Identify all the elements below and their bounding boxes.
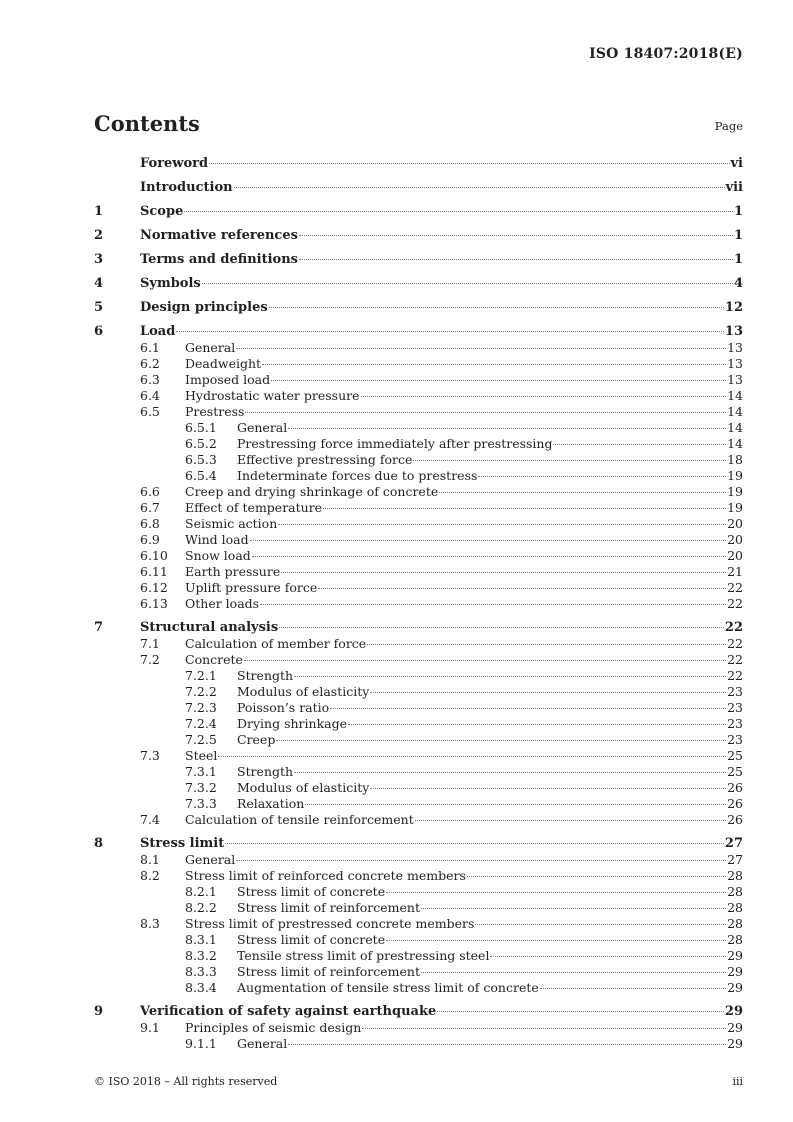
toc-entry[interactable] [94,532,743,548]
toc-entry-title: General [237,420,288,435]
toc-entry[interactable] [94,620,743,636]
dot-leader [348,724,726,725]
toc-entry[interactable] [94,356,743,372]
toc-entry-title: Design principles [140,300,268,315]
toc-entry-page: 28 [727,868,743,883]
toc-entry-title: Imposed load [185,372,271,387]
toc-entry[interactable] [94,716,743,732]
toc-entry-page: 14 [727,420,743,435]
dot-leader [176,331,724,332]
toc-entry-number: 6.8 [140,516,160,531]
toc-entry-page: 29 [724,1004,743,1019]
toc-entry-page: 22 [727,580,743,595]
dot-leader [439,492,726,493]
toc-entry-title: Strength [237,668,294,683]
toc-entry[interactable] [94,636,743,652]
toc-entry[interactable] [94,1036,743,1052]
toc-entry-number: 6.5.1 [185,420,217,435]
dot-leader [467,876,726,877]
dot-leader [262,364,726,365]
toc-entry-title: Calculation of member force [185,636,367,651]
dot-leader [367,644,726,645]
toc-entry[interactable] [94,228,743,244]
dot-leader [437,1011,724,1012]
toc-entry-number: 6.7 [140,500,160,515]
dot-leader [234,187,725,188]
toc-entry-page: 25 [727,748,743,763]
toc-entry-number: 9.1 [140,1020,160,1035]
toc-entry-title: Structural analysis [140,620,279,635]
toc-entry-page: 12 [724,300,743,315]
toc-entry[interactable] [94,500,743,516]
dot-leader [276,740,726,741]
toc-entry-page: 21 [727,564,743,579]
toc-entry-page: 14 [727,436,743,451]
dot-leader [415,820,726,821]
toc-entry[interactable] [94,884,743,900]
toc-entry-title: Stress limit of reinforcement [237,900,421,915]
toc-entry-page: 18 [727,452,743,467]
toc-entry-number: 1 [94,204,104,219]
toc-entry-title: Principles of seismic design [185,1020,362,1035]
dot-leader [225,843,724,844]
dot-leader [299,235,733,236]
toc-entry-number: 6.11 [140,564,168,579]
toc-entry[interactable] [94,780,743,796]
dot-leader [184,211,733,212]
toc-entry-page: 23 [727,716,743,731]
toc-entry-page: 26 [727,796,743,811]
toc-entry-number: 6.2 [140,356,160,371]
dot-leader [386,892,726,893]
toc-entry-title: Load [140,324,176,339]
toc-entry-number: 6.4 [140,388,160,403]
toc-entry-number: 6.12 [140,580,168,595]
toc-entry-page: 19 [727,500,743,515]
toc-entry-title: Stress limit of concrete [237,884,386,899]
dot-leader [279,627,724,628]
toc-entry-title: Deadweight [185,356,262,371]
dot-leader [323,508,726,509]
toc-entry-title: Indeterminate forces due to prestress [237,468,478,483]
toc-entry-title: Modulus of elasticity [237,684,370,699]
dot-leader [288,428,726,429]
toc-entry-page: 14 [727,404,743,419]
toc-entry-page: 13 [727,372,743,387]
toc-entry-page: 22 [724,620,743,635]
toc-entry-title: Prestress [185,404,245,419]
toc-entry[interactable] [94,764,743,780]
toc-entry-page: 29 [727,1020,743,1035]
toc-entry-title: Tensile stress limit of prestressing steel [237,948,490,963]
toc-entry-number: 8.3.3 [185,964,217,979]
toc-entry-page: 27 [724,836,743,851]
toc-entry-number: 6.10 [140,548,168,563]
toc-entry[interactable] [94,580,743,596]
toc-entry-page: 4 [733,276,743,291]
toc-entry-number: 6.6 [140,484,160,499]
toc-entry-title: Stress limit of concrete [237,932,386,947]
toc-entry[interactable] [94,516,743,532]
toc-entry-page: 23 [727,732,743,747]
toc-entry-page: 23 [727,700,743,715]
toc-entry-page: 29 [727,948,743,963]
dot-leader [250,540,726,541]
toc-entry-title: Effective prestressing force [237,452,413,467]
dot-leader [421,972,726,973]
toc-entry[interactable] [94,700,743,716]
toc-entry-page: 28 [727,884,743,899]
toc-entry[interactable] [94,372,743,388]
toc-entry[interactable] [94,748,743,764]
toc-entry-number: 7.3.3 [185,796,217,811]
toc-entry-page: 20 [727,516,743,531]
toc-entry-title: Strength [237,764,294,779]
toc-entry-page: 22 [727,596,743,611]
dot-leader [490,956,726,957]
toc-entry-number: 6.5 [140,404,160,419]
toc-entry-title: Prestressing force immediately after prestressing [237,436,553,451]
toc-entry-number: 8.2.2 [185,900,217,915]
toc-entry-number: 7.2.3 [185,700,217,715]
toc-entry[interactable] [94,420,743,436]
toc-entry-page: 19 [727,468,743,483]
toc-entry[interactable] [94,548,743,564]
dot-leader [478,476,726,477]
page-number: iii [732,1075,743,1088]
dot-leader [318,588,726,589]
toc-entry-number: 8.2.1 [185,884,217,899]
dot-leader [386,940,726,941]
toc-entry[interactable] [94,404,743,420]
dot-leader [540,988,726,989]
toc-entry-number: 7.3 [140,748,160,763]
toc-entry-number: 8.2 [140,868,160,883]
toc-entry-number: 7.2.4 [185,716,217,731]
dot-leader [294,772,726,773]
dot-leader [475,924,726,925]
toc-entry-title: Introduction [140,180,233,195]
toc-entry-number: 6.13 [140,596,168,611]
toc-entry-page: 22 [727,636,743,651]
toc-entry[interactable] [94,916,743,932]
toc-entry-number: 7.2 [140,652,160,667]
toc-entry-number: 6.3 [140,372,160,387]
toc-entry-title: Normative references [140,228,298,243]
dot-leader [330,708,726,709]
dot-leader [288,1044,726,1045]
toc-entry-title: Concrete [185,652,243,667]
dot-leader [553,444,726,445]
toc-entry-title: Effect of temperature [185,500,323,515]
toc-entry-page: 23 [727,684,743,699]
dot-leader [362,1028,726,1029]
toc-entry[interactable] [94,836,743,852]
toc-entry[interactable] [94,340,743,356]
toc-entry-number: 7.2.1 [185,668,217,683]
toc-entry-number: 4 [94,276,104,291]
toc-entry-page: vii [725,180,743,195]
toc-entry[interactable] [94,980,743,996]
toc-entry-page: 1 [733,228,743,243]
toc-entry[interactable] [94,900,743,916]
toc-entry[interactable] [94,468,743,484]
dot-leader [361,396,727,397]
copyright-notice: © ISO 2018 – All rights reserved [94,1075,278,1088]
toc-entry-page: 19 [727,484,743,499]
toc-entry-number: 6 [94,324,104,339]
dot-leader [236,860,726,861]
toc-entry[interactable] [94,1004,743,1020]
toc-entry-number: 8.3.1 [185,932,217,947]
toc-entry-page: 14 [727,388,743,403]
toc-entry[interactable] [94,948,743,964]
toc-entry-number: 7.3.2 [185,780,217,795]
toc-entry-number: 5 [94,300,104,315]
toc-entry[interactable] [94,812,743,828]
toc-entry[interactable] [94,564,743,580]
dot-leader [252,556,726,557]
toc-entry[interactable] [94,252,743,268]
toc-entry-title: General [185,852,236,867]
toc-entry-number: 7.1 [140,636,160,651]
toc-entry-title: General [237,1036,288,1051]
toc-entry-title: Creep [237,732,276,747]
toc-entry-page: 29 [727,1036,743,1051]
toc-entry-number: 6.5.4 [185,468,217,483]
toc-entry-page: 29 [727,964,743,979]
toc-entry[interactable] [94,796,743,812]
dot-leader [370,692,726,693]
dot-leader [202,283,733,284]
toc-entry-title: Drying shrinkage [237,716,347,731]
toc-entry-number: 8.3 [140,916,160,931]
page-title: Contents [94,111,200,136]
toc-entry-page: 13 [724,324,743,339]
dot-leader [281,572,726,573]
toc-entry[interactable] [94,388,743,404]
toc-entry-number: 7.2.2 [185,684,217,699]
dot-leader [305,804,726,805]
toc-entry[interactable] [94,156,743,172]
toc-entry-page: 20 [727,548,743,563]
dot-leader [209,163,729,164]
toc-entry-title: Scope [140,204,184,219]
toc-entry-page: 13 [727,340,743,355]
toc-entry[interactable] [94,652,743,668]
toc-entry[interactable] [94,1020,743,1036]
toc-entry-title: Seismic action [185,516,278,531]
toc-entry-title: Symbols [140,276,201,291]
dot-leader [299,259,733,260]
toc-entry[interactable] [94,324,743,340]
dot-leader [269,307,724,308]
dot-leader [218,756,726,757]
dot-leader [278,524,726,525]
toc-entry-title: Foreword [140,156,209,171]
dot-leader [370,788,726,789]
toc-entry[interactable] [94,964,743,980]
toc-entry[interactable] [94,452,743,468]
toc-entry-number: 6.9 [140,532,160,547]
toc-entry-number: 6.5.3 [185,452,217,467]
toc-entry-title: Earth pressure [185,564,281,579]
toc-entry-number: 3 [94,252,104,267]
toc-entry-title: General [185,340,236,355]
toc-entry[interactable] [94,180,743,196]
dot-leader [244,660,726,661]
toc-entry-title: Wind load [185,532,249,547]
dot-leader [421,908,726,909]
toc-entry-number: 8 [94,836,104,851]
toc-entry-page: 29 [727,980,743,995]
toc-entry-number: 8.3.2 [185,948,217,963]
toc-entry-title: Terms and definitions [140,252,298,267]
toc-entry[interactable] [94,732,743,748]
toc-entry-page: 26 [727,780,743,795]
toc-entry-page: 13 [727,356,743,371]
toc-entry-number: 9 [94,1004,104,1019]
dot-leader [294,676,726,677]
toc-entry-title: Stress limit of prestressed concrete members [185,916,475,931]
toc-entry-number: 6.1 [140,340,160,355]
toc-entry-title: Verification of safety against earthquake [140,1004,437,1019]
toc-entry[interactable] [94,300,743,316]
toc-entry[interactable] [94,668,743,684]
toc-entry-page: 28 [727,900,743,915]
toc-entry[interactable] [94,684,743,700]
toc-entry-number: 7.3.1 [185,764,217,779]
dot-leader [236,348,726,349]
toc-entry-page: 26 [727,812,743,827]
dot-leader [260,604,726,605]
toc-entry-title: Hydrostatic water pressure [185,388,360,403]
toc-entry-page: 20 [727,532,743,547]
toc-entry-title: Stress limit [140,836,225,851]
toc-entry-number: 9.1.1 [185,1036,217,1051]
page-column-label: Page [714,119,743,133]
toc-entry-number: 8.3.4 [185,980,217,995]
toc-entry[interactable] [94,484,743,500]
toc-entry-number: 7 [94,620,104,635]
toc-entry-title: Modulus of elasticity [237,780,370,795]
toc-entry-title: Augmentation of tensile stress limit of concrete [237,980,539,995]
toc-entry-title: Stress limit of reinforced concrete members [185,868,466,883]
toc-entry[interactable] [94,596,743,612]
toc-entry-page: vi [730,156,743,171]
dot-leader [271,380,726,381]
dot-leader [245,412,726,413]
toc-entry[interactable] [94,204,743,220]
toc-entry-title: Snow load [185,548,251,563]
toc-entry-title: Poisson’s ratio [237,700,330,715]
toc-entry-page: 22 [727,652,743,667]
toc-entry-number: 8.1 [140,852,160,867]
toc-entry-number: 7.4 [140,812,160,827]
toc-entry-page: 22 [727,668,743,683]
toc-entry-page: 28 [727,916,743,931]
toc-entry[interactable] [94,276,743,292]
toc-entry-page: 25 [727,764,743,779]
toc-entry-number: 2 [94,228,104,243]
toc-entry-page: 28 [727,932,743,947]
toc-entry-number: 7.2.5 [185,732,217,747]
toc-entry-title: Calculation of tensile reinforcement [185,812,414,827]
toc-entry-title: Stress limit of reinforcement [237,964,421,979]
dot-leader [413,460,726,461]
toc-entry[interactable] [94,852,743,868]
toc-entry-title: Uplift pressure force [185,580,318,595]
toc-entry[interactable] [94,932,743,948]
toc-entry-page: 1 [733,252,743,267]
toc-entry-title: Relaxation [237,796,305,811]
toc-entry-number: 6.5.2 [185,436,217,451]
toc-entry[interactable] [94,868,743,884]
toc-entry-title: Steel [185,748,218,763]
toc-entry-title: Other loads [185,596,260,611]
toc-entry-page: 27 [727,852,743,867]
document-id: ISO 18407:2018(E) [589,46,743,62]
toc-entry-page: 1 [733,204,743,219]
toc-entry[interactable] [94,436,743,452]
toc-entry-title: Creep and drying shrinkage of concrete [185,484,439,499]
